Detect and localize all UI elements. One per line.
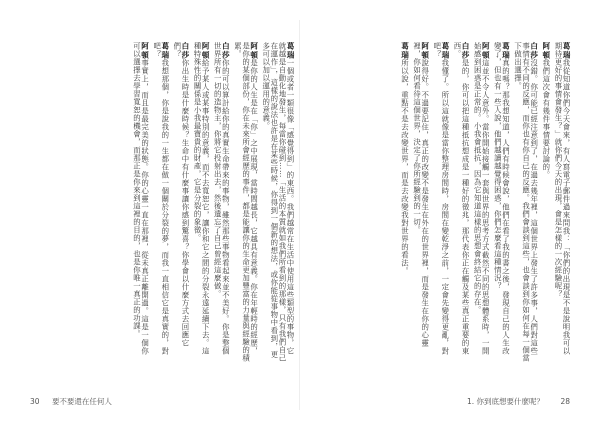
speaker-name: 白莎 [529,42,539,60]
speaker-name: 白莎 [461,42,471,60]
dialogue-text: 我想那個，你是說我的一生都在做一個關於分裂的夢，而我一直相信它是真實的，對吧？ [152,42,170,356]
speaker-name: 阿頓 [201,42,211,60]
dialogue-text: 我懂了。所以這就像是當你整理房間時，房間在變乾淨之前，一定會先變得更亂，對吧？ [432,42,450,356]
dialogue-text: 是你的人生是在「你」之中展現，當時間越長，它越具有意義。你在年輕時的經歷，是你的某個部份，你在未來所會經歷的事件，都是能讓你的生命更加豐富的力量與經驗的積累。 [233,42,259,362]
dialogue-paragraph [153,42,169,362]
left-page-footer [30,396,112,407]
speaker-name: 葛瑞 [400,42,410,60]
dialogue-paragraph [132,42,148,362]
right-running-title: 1. 你到底想要什麼呢？ [467,397,545,406]
dialogue-text: 事實上，而且是最完美的狀態。你的心靈一直在那裡，從未真正離開過。這是一個你可以選擇去學習寬恕的機會，而那正是你來到這裡的目的，也是你唯一真正的功課。 [132,42,150,356]
dialogue-text: 一個或者一類很像「感覺得到」的東西。我們越常在生活中使用這些類型的事物，它就越是自動化地發生，每當你碰到……「生活的本質就如我們所看到的那樣，只有我們自己在運作」，這樣的說法也許是在某些時候，你得到一個新的想法，或你能從事物中看到，更多可以加以運用的意義。 [261,42,295,362]
dialogue-paragraph [413,42,429,362]
dialogue-paragraph [233,42,257,362]
dialogue-text: 是的，你可以把這種抵抗想成是一種好的徵兆，那代表你正在觸及某些真正重要的東西。 [452,42,471,356]
dialogue-paragraph [173,42,189,362]
dialogue-text: 所以說，重點不是去改變世界，而是去改變我對世界的看法。 [400,59,410,276]
right-page [300,0,600,426]
speaker-name: 葛瑞 [286,42,295,60]
speaker-name: 白莎 [221,42,231,60]
dialogue-paragraph [542,42,550,362]
speaker-name: 葛瑞 [562,42,571,60]
speaker-name: 阿頓 [249,42,259,60]
dialogue-paragraph [453,42,469,362]
dialogue-paragraph [554,42,570,362]
dialogue-text: 我從知道你們今天會來，有人寫電子郵件過來問我：「你們的出現是不是說明我可以期待更好的事情會發生？」就你們今天的出現，會是怎樣的一次經驗呢？ [553,42,571,356]
dialogue-text: 我們這次會有幾件事情要討論的。 [541,59,551,180]
dialogue-text: 你的可以算計給你的真實生命帶來的事物，雖然那些事物看起來並不美好。你是整個世界所有一切的造物主，你將它投射出去，然後遺忘了自己曾經這麼做。 [213,42,231,356]
dialogue-paragraph [400,42,408,362]
dialogue-paragraph [193,42,209,362]
right-page-footer [467,396,570,407]
right-page-number: 28 [560,397,570,406]
dialogue-text: 這並不令人意外。當你開始接觸一套與世界的思考方式截然不同的思想體系時，一開始感到困惑是正常的。小我會抵抗，因為它知道這樣的思想會終結它的存在。 [473,42,491,356]
left-running-title: 要不要還在任何人 [51,397,112,406]
dialogue-text: 說得好。不過要記住，真正的改變不是發生在外在的世界裡，而是發生在你的心靈裡，你如何看待這個世界，決定了你所經驗到的一切。 [412,42,430,348]
dialogue-paragraph [433,42,449,362]
right-text-block [334,42,570,362]
speaker-name: 阿頓 [420,42,430,60]
dialogue-paragraph [493,42,509,362]
dialogue-text: 沒錯。你可能已經注意到了，在過去幾年裡，這個世界上發生了許多事，人們對這些事情有不同的反應，而你也有你自己的反應。我們會談到這些，也會談到你如何在每一個當下做出選擇。 [513,42,539,362]
dialogue-paragraph [213,42,229,362]
dialogue-text: 給予某人或某事特別的意義，而不去寬恕它，讓你和它之間的分裂永遠延續下去。這種特殊性的關係是小我最寶貴的財產，它是分裂的象徵。 [193,42,211,356]
dialogue-text: 真的嗎？那我想知道，人們有時候會說，他們在看了我的書之後，發現自己的人生改變了，但也有一些人說，他們越讀越覺得困惑，你們怎麼看這種情況？ [493,42,511,356]
dialogue-text: 你出生時是什麼時候？生命中有什麼事讓你感到驚喜？你學會以什麼方式去回應它們？ [172,42,190,348]
left-page-number: 30 [30,397,40,406]
speaker-name: 白莎 [180,42,190,60]
speaker-name: 阿頓 [541,42,551,60]
speaker-name: 葛瑞 [440,42,450,60]
speaker-name: 葛瑞 [501,42,511,60]
dialogue-paragraph [513,42,537,362]
speaker-name: 阿頓 [140,42,150,60]
dialogue-paragraph [473,42,489,362]
speaker-name: 阿頓 [481,42,491,60]
speaker-name: 葛瑞 [160,42,170,60]
dialogue-paragraph [262,42,294,362]
left-text-block [62,42,294,362]
